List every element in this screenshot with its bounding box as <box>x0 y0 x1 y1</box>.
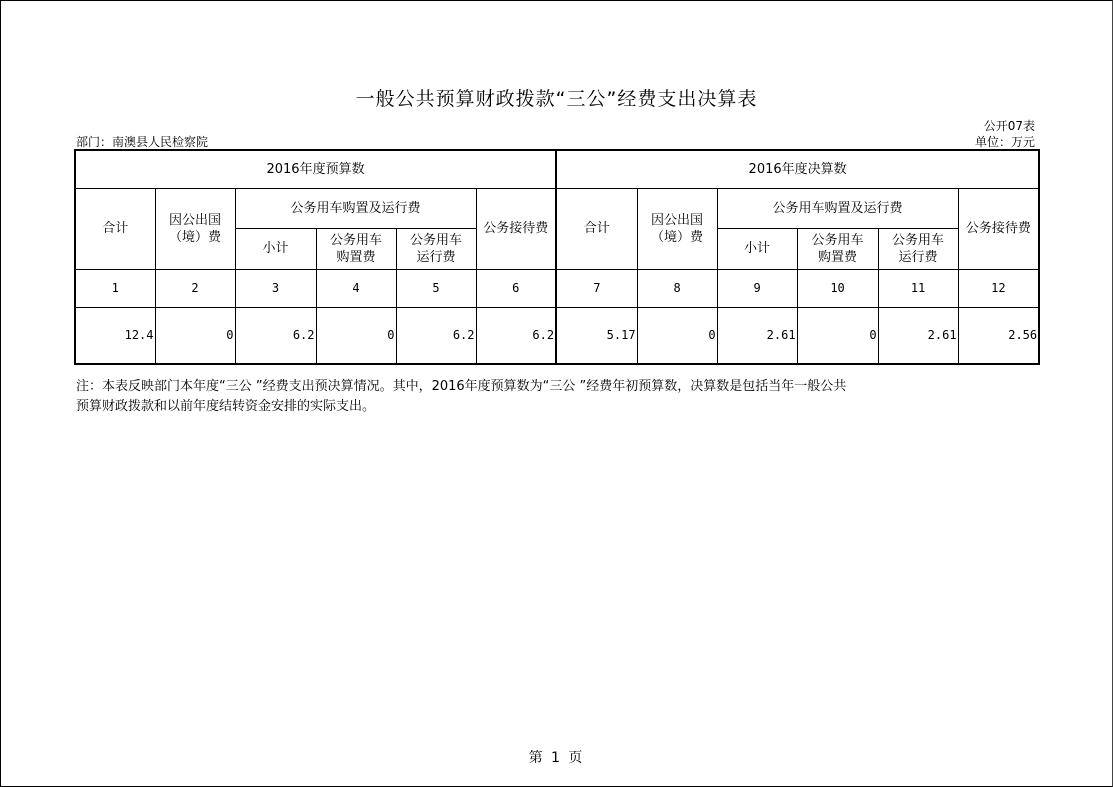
index-cell: 7 <box>556 269 637 307</box>
final-subtotal-value: 2.61 <box>717 307 797 364</box>
final-purchase-header-line1: 公务用车 <box>811 232 864 248</box>
table-note <box>76 377 1046 417</box>
unit-label: 单位：万元 <box>974 135 1035 149</box>
final-reception-header: 公务接待费 <box>958 188 1039 269</box>
note-line-2: 预算财政拨款和以前年度结转资金安排的实际支出。 <box>76 399 376 414</box>
budget-operation-value: 6.2 <box>396 307 476 364</box>
index-cell: 4 <box>316 269 396 307</box>
index-cell: 5 <box>396 269 476 307</box>
final-abroad-header-line1: 因公出国 <box>651 212 704 228</box>
budget-header: 2016年度预算数 <box>75 150 556 188</box>
final-abroad-header-line2: （境）费 <box>651 229 704 245</box>
budget-purchase-header <box>316 228 396 269</box>
budget-purchase-header-line2: 购置费 <box>336 249 376 265</box>
budget-total-header: 合计 <box>75 188 155 269</box>
index-row <box>75 269 1039 307</box>
expenditure-table <box>74 149 1040 365</box>
final-purchase-header-line2: 购置费 <box>818 249 858 265</box>
final-purchase-value: 0 <box>797 307 878 364</box>
budget-abroad-header-line2: （境）费 <box>168 229 221 245</box>
index-cell: 9 <box>717 269 797 307</box>
index-cell: 1 <box>75 269 155 307</box>
final-total-header: 合计 <box>556 188 637 269</box>
index-cell: 10 <box>797 269 878 307</box>
final-vehicle-header: 公务用车购置及运行费 <box>717 188 958 228</box>
budget-purchase-header-line1: 公务用车 <box>329 232 382 248</box>
budget-operation-header-line2: 运行费 <box>416 249 456 265</box>
budget-subtotal-value: 6.2 <box>235 307 316 364</box>
index-cell: 3 <box>235 269 316 307</box>
note-line-1: 注：本表反映部门本年度“三公 ”经费支出预决算情况。其中，2016年度预算数为“三公 ”经费年初预算数，决算数是包括当年一般公共 <box>76 379 847 394</box>
value-row <box>75 307 1039 364</box>
budget-vehicle-header: 公务用车购置及运行费 <box>235 188 476 228</box>
final-subtotal-header: 小计 <box>717 228 797 269</box>
final-abroad-value: 0 <box>637 307 717 364</box>
final-operation-header-line2: 运行费 <box>898 249 938 265</box>
budget-total-value: 12.4 <box>75 307 155 364</box>
page-number: 第 1 页 <box>528 750 585 766</box>
final-total-value: 5.17 <box>556 307 637 364</box>
budget-operation-header-line1: 公务用车 <box>409 232 462 248</box>
budget-reception-value: 6.2 <box>476 307 556 364</box>
final-abroad-header <box>637 188 717 269</box>
table-header-row <box>75 150 1039 188</box>
final-operation-header <box>878 228 958 269</box>
final-purchase-header <box>797 228 878 269</box>
index-cell: 8 <box>637 269 717 307</box>
final-reception-value: 2.56 <box>958 307 1039 364</box>
budget-operation-header <box>396 228 476 269</box>
budget-abroad-header-line1: 因公出国 <box>168 212 221 228</box>
budget-reception-header: 公务接待费 <box>476 188 556 269</box>
index-cell: 6 <box>476 269 556 307</box>
page-title: 一般公共预算财政拨款“三公”经费支出决算表 <box>355 88 758 110</box>
index-cell: 12 <box>958 269 1039 307</box>
budget-purchase-value: 0 <box>316 307 396 364</box>
index-cell: 11 <box>878 269 958 307</box>
department-label: 部门：南澳县人民检察院 <box>76 135 209 149</box>
final-operation-value: 2.61 <box>878 307 958 364</box>
final-operation-header-line1: 公务用车 <box>892 232 945 248</box>
budget-abroad-header <box>155 188 235 269</box>
index-cell: 2 <box>155 269 235 307</box>
budget-subtotal-header: 小计 <box>235 228 316 269</box>
form-code: 公开07表 <box>983 119 1035 133</box>
budget-abroad-value: 0 <box>155 307 235 364</box>
table-header-row <box>75 188 1039 228</box>
final-header: 2016年度决算数 <box>556 150 1039 188</box>
